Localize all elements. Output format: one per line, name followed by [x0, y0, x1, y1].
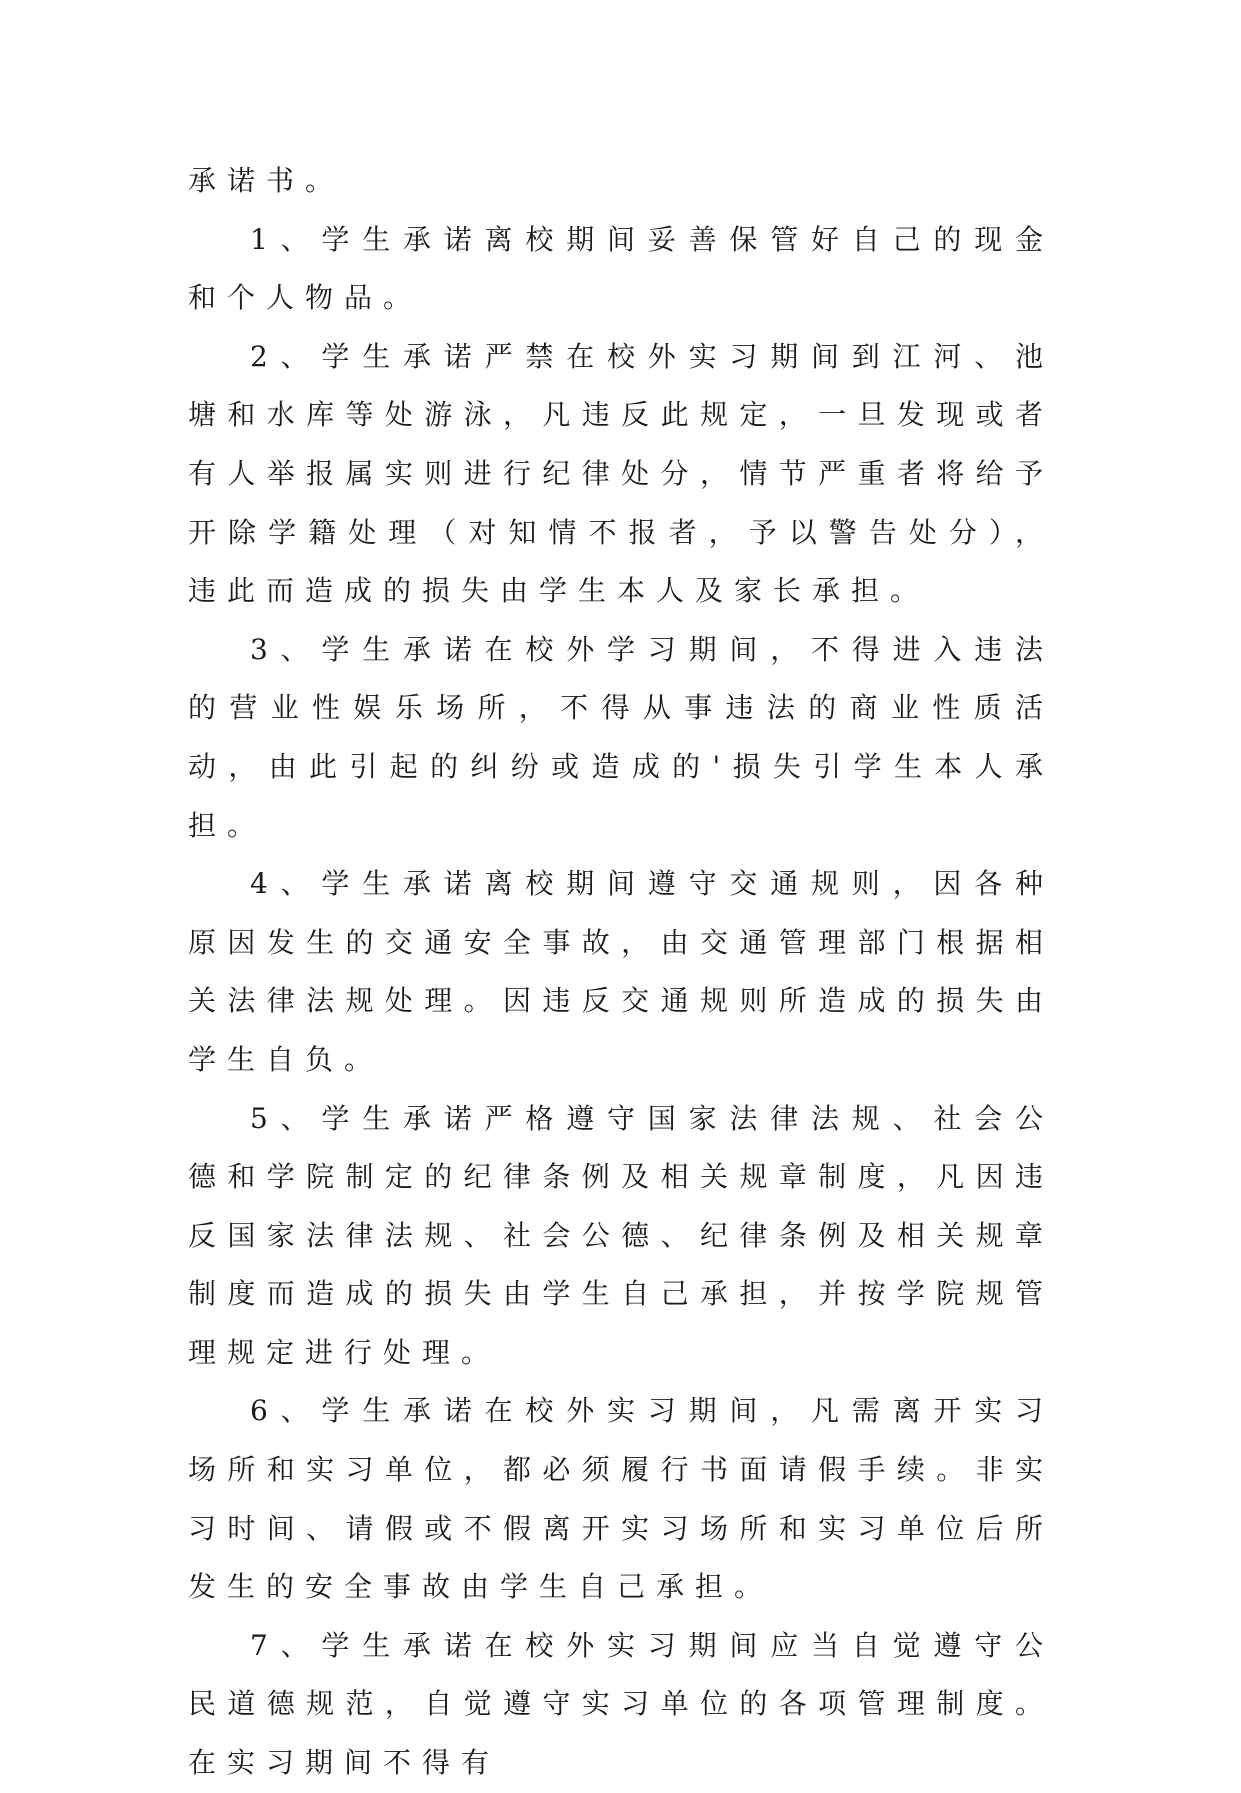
document-body: [188, 152, 1054, 1793]
paragraph-item-1: 1、学生承诺离校期间妥善保管好自己的现金和个人物品。: [188, 222, 1054, 315]
paragraph-continuation: 承诺书。: [188, 164, 345, 197]
paragraph-item-6: 6、学生承诺在校外实习期间，凡需离开实习场所和实习单位，都必须履行书面请假手续。非实习时间、请假或不假离开实习场所和实习单位后所发生的安全事故由学生自己承担。: [188, 1394, 1054, 1604]
paragraph-item-4: 4、学生承诺离校期间遵守交通规则，因各种原因发生的交通安全事故，由交通管理部门根据相关法律法规处理。因违反交通规则所造成的损失由学生自负。: [188, 867, 1054, 1076]
paragraph-item-2: 2、学生承诺严禁在校外实习期间到江河、池塘和水库等处游泳，凡违反此规定，一旦发现或者有人举报属实则进行纪律处分，情节严重者将给予开除学籍处理（对知情不报者，予以警告处分），违此而造成的损失由学生本人及家长承担。: [188, 339, 1054, 608]
paragraph-item-5: 5、学生承诺严格遵守国家法律法规、社会公德和学院制定的纪律条例及相关规章制度，凡因违反国家法律法规、社会公德、纪律条例及相关规章制度而造成的损失由学生自己承担，并按学院规管理规定进行处理。: [188, 1101, 1054, 1369]
paragraph-item-3: 3、学生承诺在校外学习期间，不得进入违法的营业性娱乐场所，不得从事违法的商业性质活动，由此引起的纠纷或造成的'损失引学生本人承担。: [188, 632, 1054, 842]
paragraph-item-7: 7、学生承诺在校外实习期间应当自觉遵守公民道德规范，自觉遵守实习单位的各项管理制度。在实习期间不得有: [188, 1628, 1054, 1780]
